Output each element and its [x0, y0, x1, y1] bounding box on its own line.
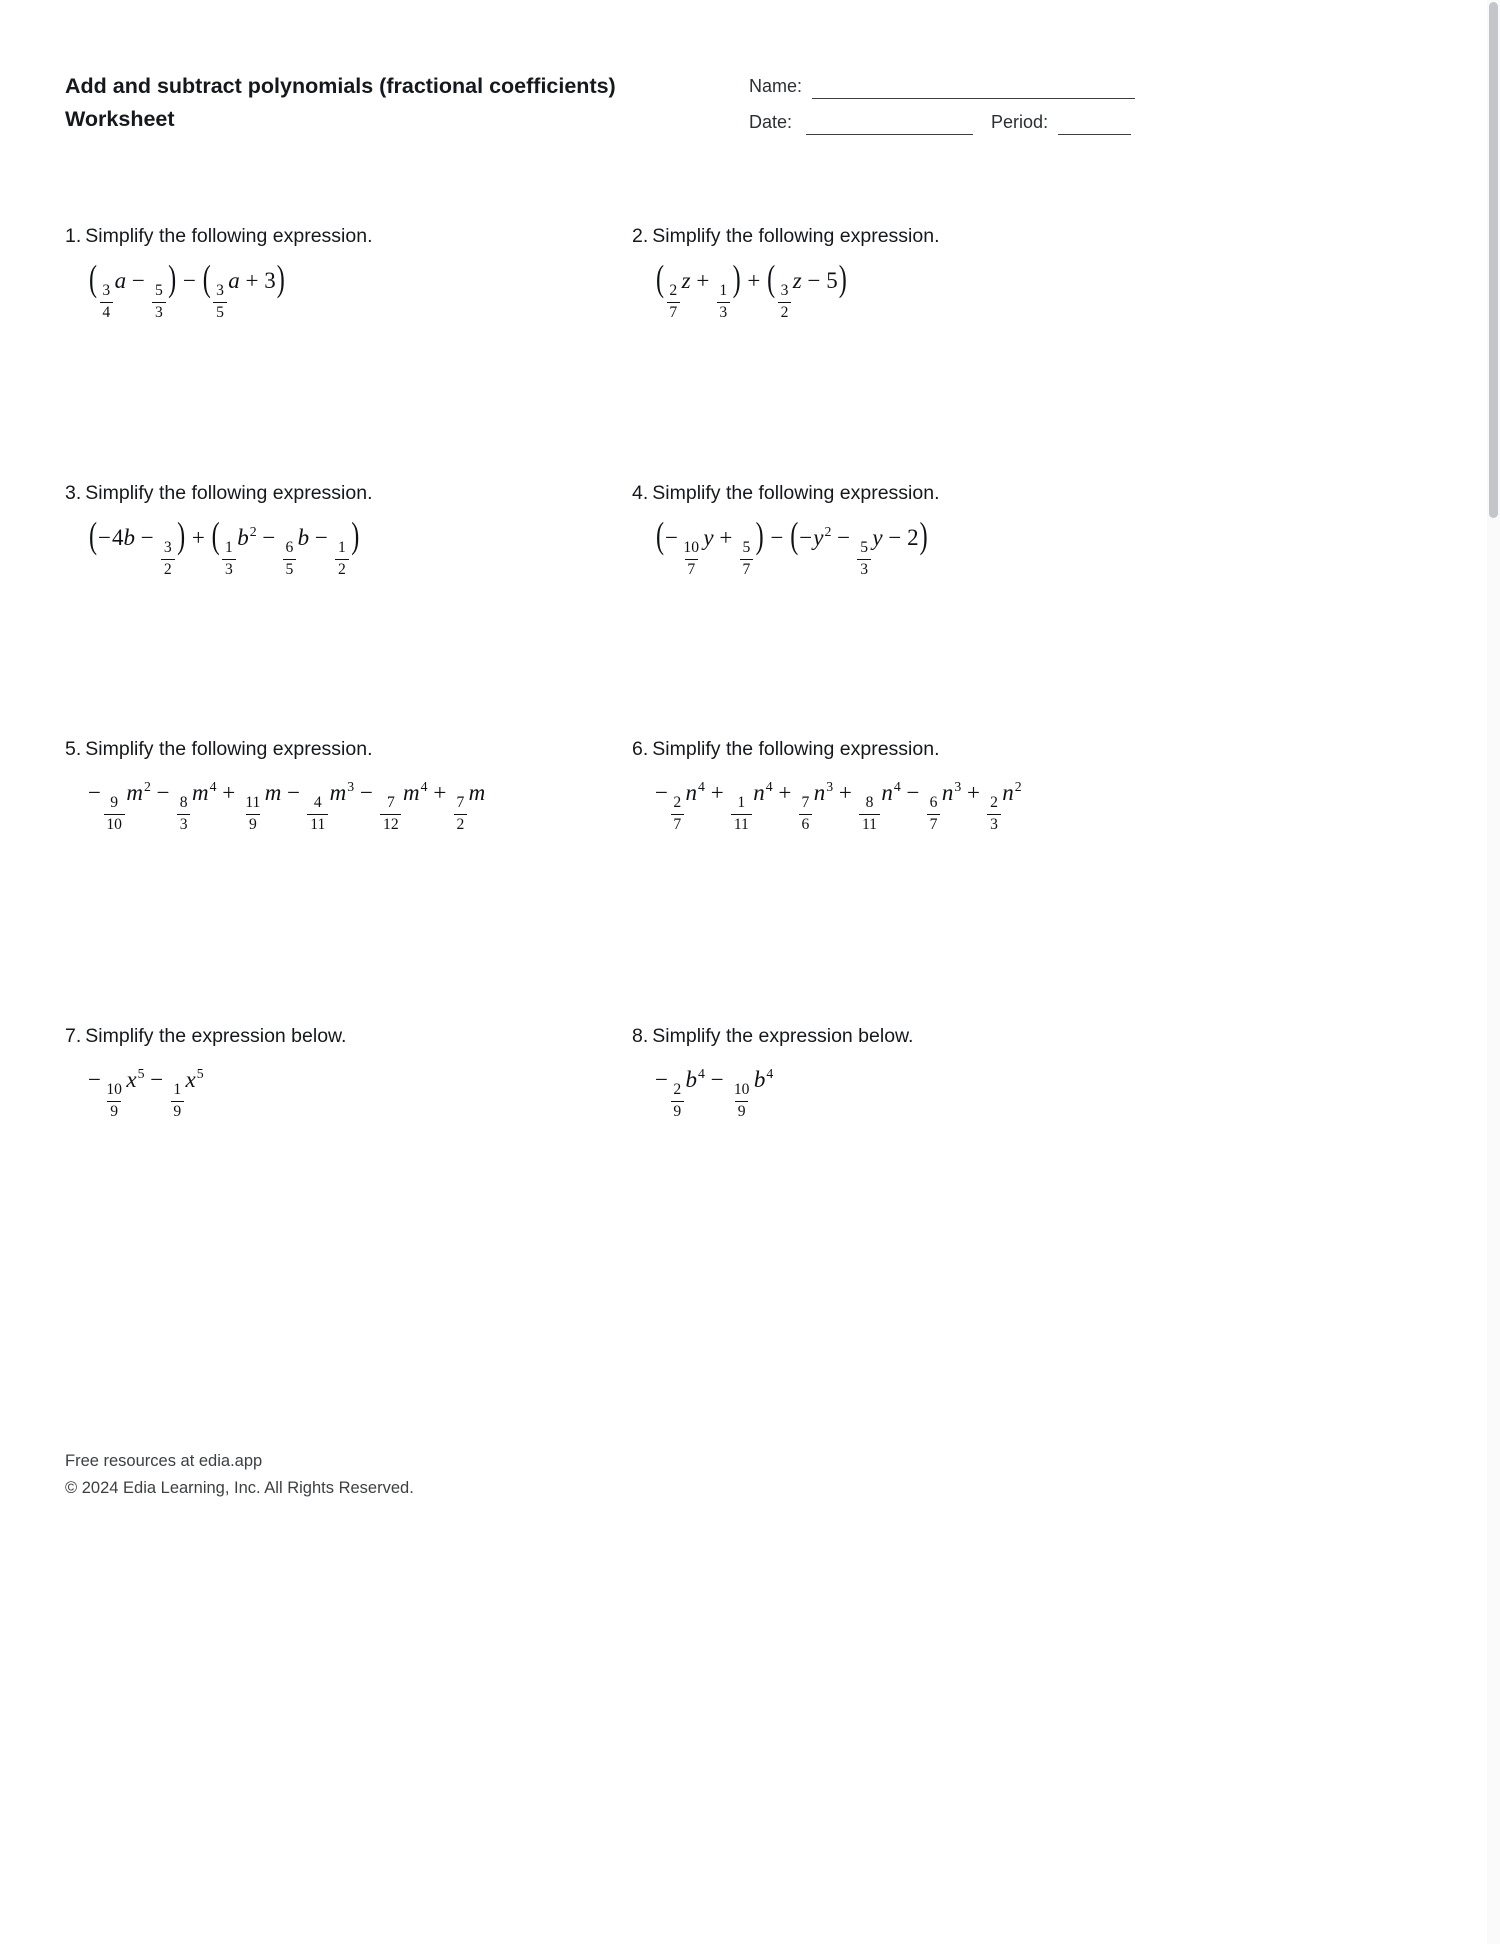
date-blank-line	[806, 115, 973, 135]
footer-resources-text: Free resources at edia.app	[65, 1452, 263, 1470]
footer-copyright-text: © 2024 Edia Learning, Inc. All Rights Reserved.	[65, 1478, 414, 1497]
problem-7-prompt	[65, 1025, 632, 1048]
worksheet-page	[65, 70, 1135, 1120]
problem-5-prompt-text: Simplify the following expression.	[85, 737, 373, 760]
name-blank-line	[812, 79, 1135, 99]
problem-4-expression: (− $\frac{10}{7}$ y + $\frac{5}{7}$ ) − ($-y^2$ − $\frac{5}{3}$ y − 2)	[656, 514, 928, 579]
scrollbar-thumb[interactable]	[1489, 2, 1498, 518]
problem-3-prompt	[65, 482, 632, 505]
problem-4-number: 4.	[632, 481, 649, 504]
problem-4-prompt	[632, 482, 1135, 505]
date-period-field-row	[749, 112, 1135, 135]
problem-3-prompt-text: Simplify the following expression.	[85, 481, 373, 504]
student-fields	[749, 76, 1135, 135]
problem-6-prompt-text: Simplify the following expression.	[652, 737, 940, 760]
scrollbar-track[interactable]	[1487, 0, 1500, 1944]
footer	[65, 1448, 414, 1501]
date-label: Date:	[749, 112, 793, 132]
problem-4-prompt-text: Simplify the following expression.	[652, 481, 940, 504]
problem-2	[632, 225, 1135, 482]
problem-4	[632, 482, 1135, 738]
worksheet-title-line1: Add and subtract polynomials (fractional coefficients)	[65, 74, 616, 98]
worksheet-title	[65, 70, 616, 137]
worksheet-title-line2: Worksheet	[65, 107, 175, 132]
problems-grid	[65, 225, 1135, 1120]
problem-5-number: 5.	[65, 737, 82, 760]
problem-2-prompt-text: Simplify the following expression.	[652, 224, 940, 247]
problem-1	[65, 225, 632, 482]
problem-7	[65, 1025, 632, 1120]
problem-8-prompt-text: Simplify the expression below.	[652, 1024, 914, 1047]
period-label: Period:	[991, 112, 1049, 132]
problem-8-prompt	[632, 1025, 1135, 1048]
problem-2-prompt	[632, 225, 1135, 248]
problem-8	[632, 1025, 1135, 1120]
problem-8-number: 8.	[632, 1024, 649, 1047]
problem-3	[65, 482, 632, 738]
name-label: Name:	[749, 76, 803, 96]
problem-1-expression: ( $\frac{3}{4}$ a − $\frac{5}{3}$ ) − ( $\frac{3}{5}$ a + 3)	[89, 257, 285, 322]
name-field-row	[749, 76, 1135, 99]
worksheet-header	[65, 70, 1135, 137]
problem-3-expression: (−4b − $\frac{3}{2}$ ) + ( $\frac{1}{3}$ $b^2$ − $\frac{6}{5}$ b − $\frac{1}{2}$ )	[89, 514, 360, 579]
problem-3-number: 3.	[65, 481, 82, 504]
problem-7-number: 7.	[65, 1024, 82, 1047]
problem-7-prompt-text: Simplify the expression below.	[85, 1024, 347, 1047]
problem-5-expression: − $\frac{9}{10}$ $m^2$ − $\frac{8}{3}$ $m^4$ + $\frac{11}{9}$ m − $\frac{4}{11}$ $m^3$ − $\frac{7}{12}$ $m^4$ + $\frac{7}{2}$ m	[88, 779, 486, 834]
problem-1-prompt-text: Simplify the following expression.	[85, 224, 373, 247]
problem-5-prompt	[65, 738, 632, 761]
problem-6-prompt	[632, 738, 1135, 761]
problem-8-expression: − $\frac{2}{9}$ $b^4$ − $\frac{10}{9}$ $b^4$	[655, 1066, 774, 1121]
problem-2-expression: ( $\frac{2}{7}$ z + $\frac{1}{3}$ ) + ( $\frac{3}{2}$ z − 5)	[656, 257, 847, 322]
problem-6-expression: − $\frac{2}{7}$ $n^4$ + $\frac{1}{11}$ $n^4$ + $\frac{7}{6}$ $n^3$ + $\frac{8}{11}$ $n^4$ − $\frac{6}{7}$ $n^3$ + $\frac{2}{3}$ $n^2$	[655, 779, 1022, 834]
problem-1-number: 1.	[65, 224, 82, 247]
problem-1-prompt	[65, 225, 632, 248]
problem-5	[65, 738, 632, 1025]
problem-6	[632, 738, 1135, 1025]
problem-7-expression: − $\frac{10}{9}$ $x^5$ − $\frac{1}{9}$ $x^5$	[88, 1066, 204, 1121]
problem-2-number: 2.	[632, 224, 649, 247]
problem-6-number: 6.	[632, 737, 649, 760]
period-blank-line	[1058, 115, 1131, 135]
